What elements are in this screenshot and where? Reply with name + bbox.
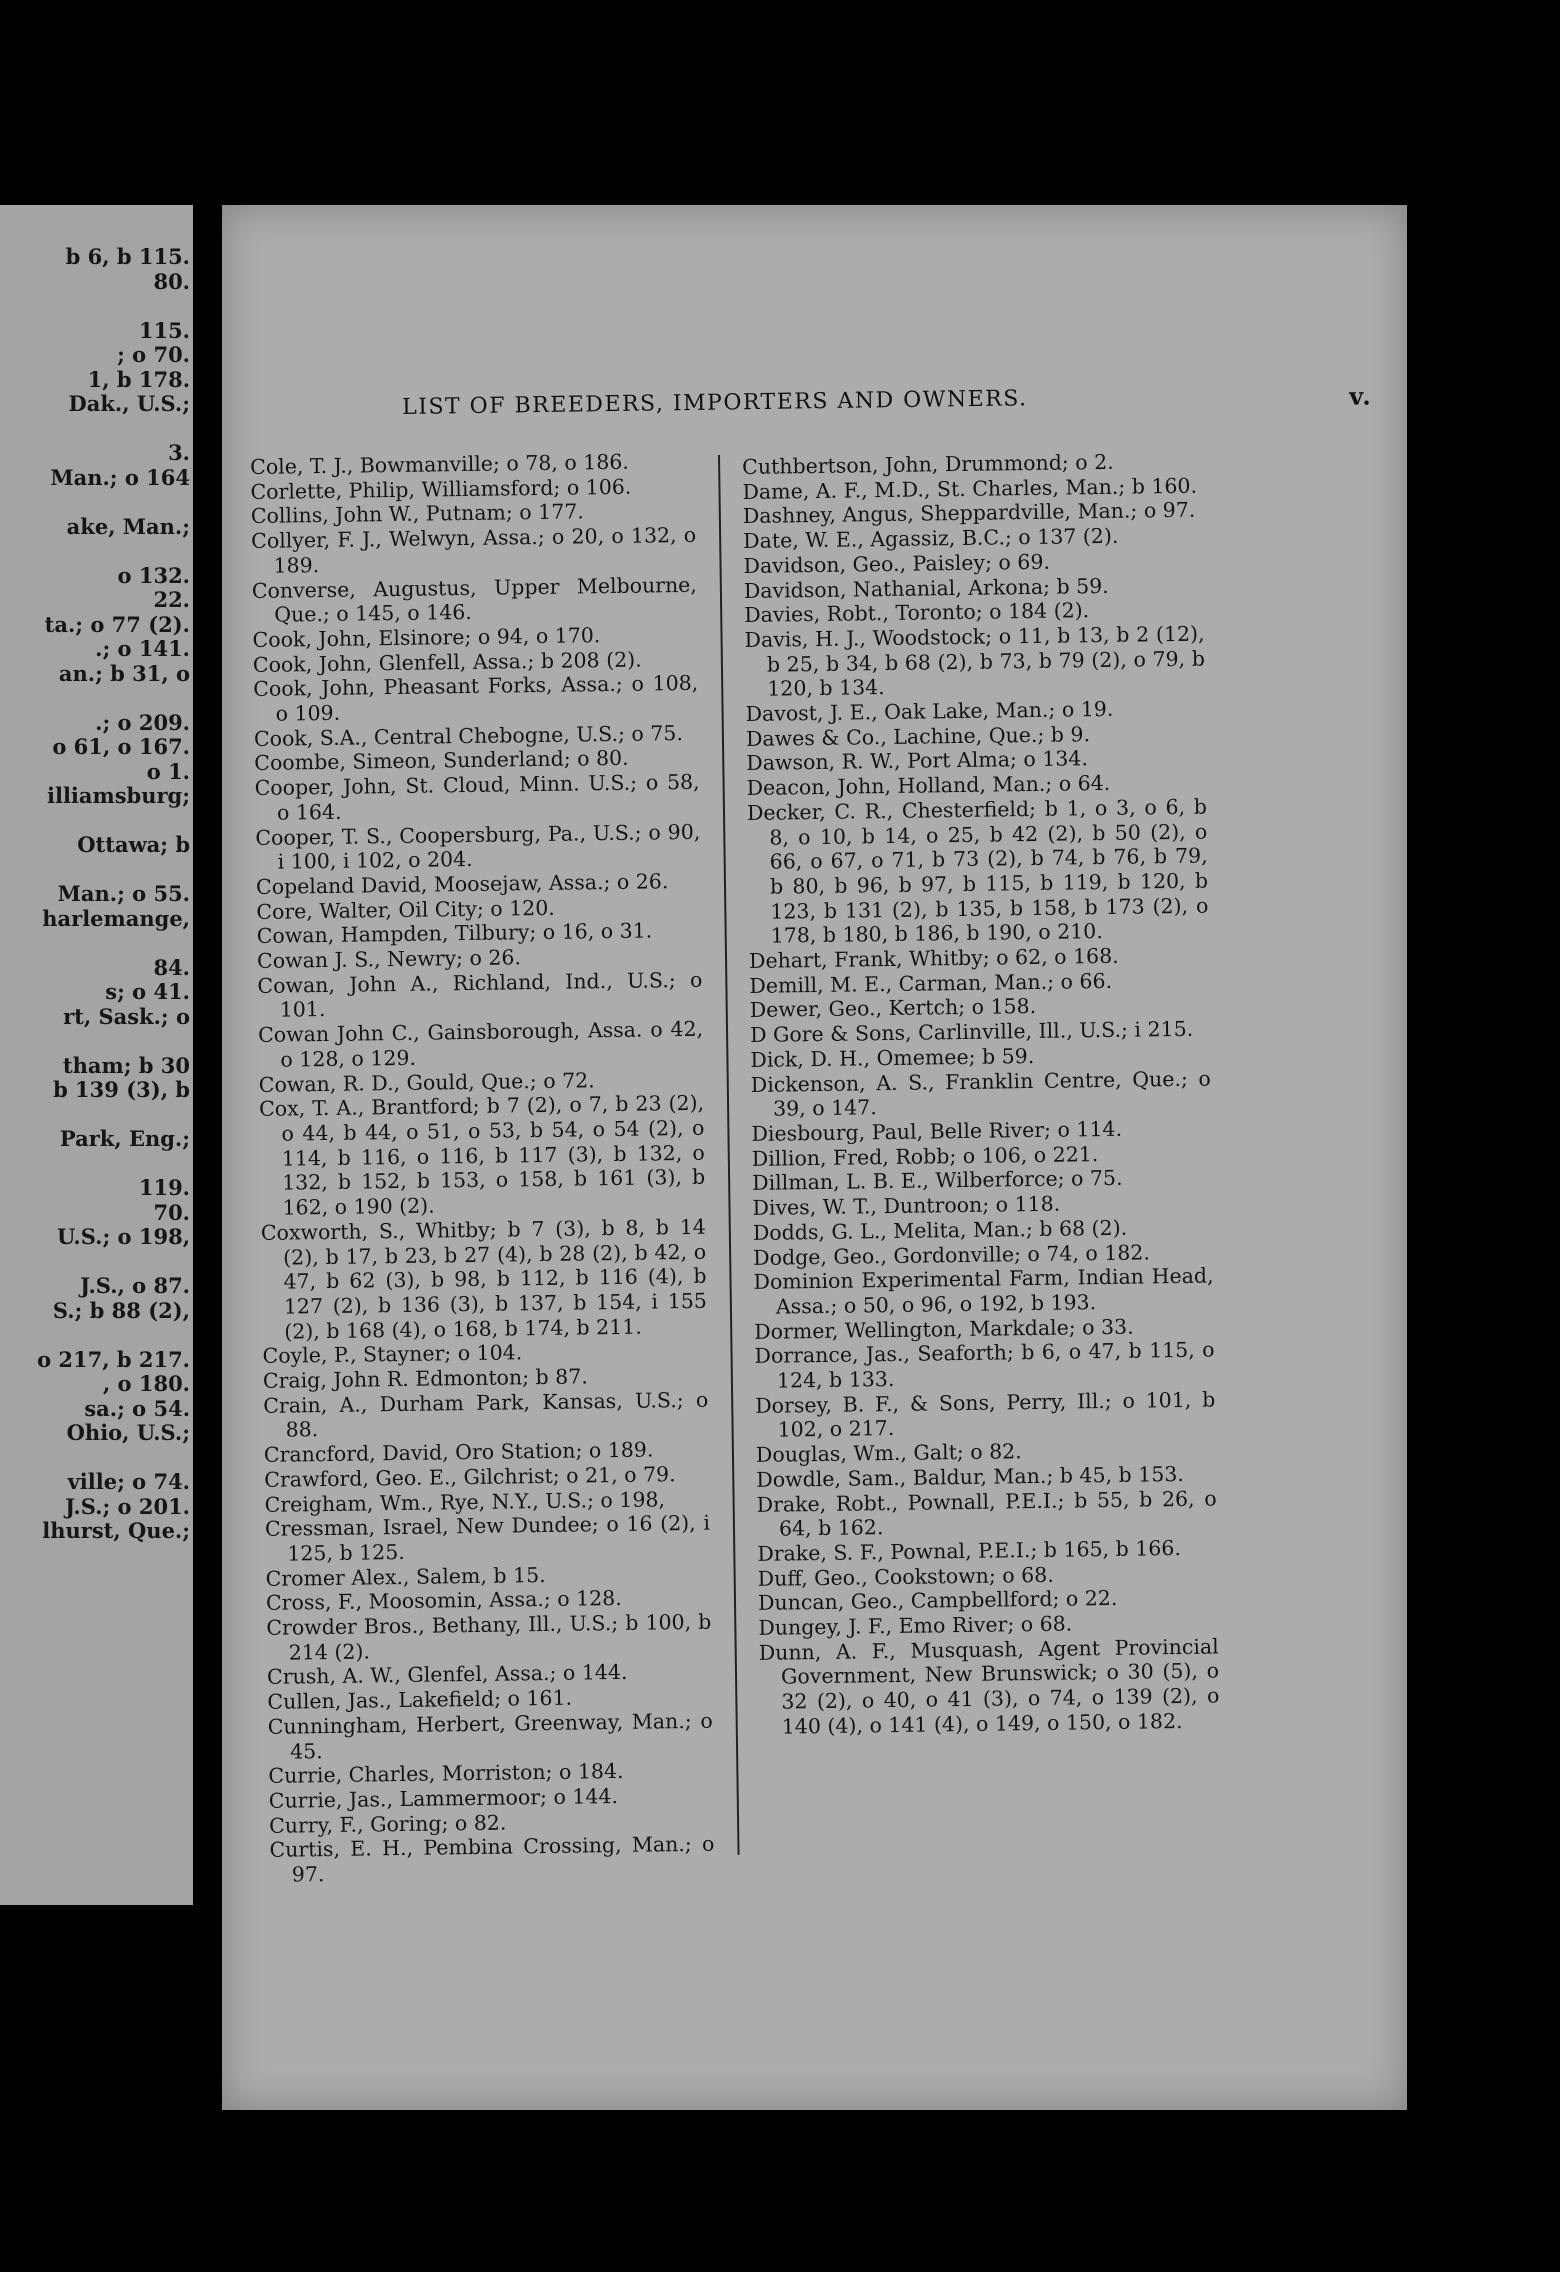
list-item: Currie, Charles, Morriston; o 184. [268,1759,624,1789]
left-page-text-fragment: Ohio, U.S.; [66,1420,190,1445]
list-item: Converse, Augustus, Upper Melbourne, Que.; o 145, o 146. [251,572,698,627]
left-page-text-fragment: lhurst, Que.; [42,1518,190,1543]
list-item: Dorsey, B. F., & Sons, Perry, Ill.; o 101, b 102, o 217. [755,1387,1216,1443]
left-page-text-fragment: rt, Sask.; o [63,1003,190,1029]
left-page-text-fragment: s; o 41. [105,979,190,1004]
left-page-text-fragment: tham; b 30 [62,1052,190,1078]
list-item: Drake, S. F., Pownal, P.E.I.; b 165, b 166. [757,1535,1182,1566]
list-item: Duff, Geo., Cookstown; o 68. [757,1562,1054,1591]
list-item: Dominion Experimental Farm, Indian Head, Assa.; o 50, o 96, o 192, b 193. [753,1263,1214,1319]
list-item: D Gore & Sons, Carlinville, Ill., U.S.; i 215. [749,1016,1194,1048]
list-item: Cowan J. S., Newry; o 26. [256,945,522,974]
list-item: Cressman, Israel, New Dundee; o 16 (2), i 125, b 125. [264,1510,711,1566]
list-item: Dickenson, A. S., Franklin Centre, Que.; o 39, o 147. [750,1066,1211,1121]
list-item: Currie, Jas., Lammermoor; o 144. [268,1783,619,1813]
list-item: Crawford, Geo. E., Gilchrist; o 21, o 79. [264,1461,676,1492]
left-page-text-fragment: 115. [138,317,190,343]
list-item: Craig, John R. Edmonton; b 87. [262,1364,588,1393]
left-page-text-fragment: o 61, o 167. [52,734,190,759]
list-item: Cook, John, Glenfell, Assa.; b 208 (2). [252,647,642,677]
left-page-text-fragment: 80. [153,268,190,294]
page-title: LIST OF BREEDERS, IMPORTERS AND OWNERS. [402,386,1028,420]
left-page-text-fragment: Man.; o 55. [57,881,190,906]
left-page-text-fragment: ake, Man.; [66,513,190,539]
left-page-text-fragment: J.S., o 87. [80,1273,190,1298]
list-item: Cowan, Hampden, Tilbury; o 16, o 31. [256,918,653,949]
left-page-text-fragment: 1, b 178. [87,366,190,392]
list-item: Davis, H. J., Woodstock; o 11, b 13, b 2 (12), b 25, b 34, b 68 (2), b 73, b 79 (2), o 79, b 120, b 134. [744,621,1206,701]
list-item: Deacon, John, Holland, Man.; o 64. [746,771,1111,801]
list-item: Dodds, G. L., Melita, Man.; b 68 (2). [752,1215,1128,1245]
list-item: Douglas, Wm., Galt; o 82. [755,1439,1022,1468]
left-page-text-fragment: b 139 (3), b [53,1077,190,1102]
left-page-text-fragment: Park, Eng.; [59,1126,190,1151]
left-page-text-fragment: illiamsburg; [46,783,190,808]
list-item: Collyer, F. J., Welwyn, Assa.; o 20, o 132, o 189. [251,522,697,578]
list-item: Coxworth, S., Whitby; b 7 (3), b 8, b 14 (2), b 17, b 23, b 27 (4), b 28 (2), b 42, o 47, b 62 (3), b 98, b 112, b 116 (4), b 127 (2), b 136 (3), b 137, b 154, i 155 (2), b 168 (4), o 168, b 174, b 211. [260,1214,708,1344]
left-page-text-fragment: ta.; o 77 (2). [44,611,190,637]
left-page-text-fragment: b 6, b 115. [65,244,190,269]
list-item: Copeland David, Moosejaw, Assa.; o 26. [255,869,669,899]
list-item: Cook, John, Pheasant Forks, Assa.; o 108, o 109. [253,671,699,726]
list-item: Cooper, T. S., Coopersburg, Pa., U.S.; o 90, i 100, i 102, o 204. [255,819,701,874]
left-page-text-fragment: Ottawa; b [77,832,190,857]
left-page-text-fragment: 119. [138,1175,190,1200]
list-item: Dodge, Geo., Gordonville; o 74, o 182. [753,1239,1151,1270]
list-item: Crain, A., Durham Park, Kansas, U.S.; o 88. [263,1387,709,1443]
list-item: Core, Walter, Oil City; o 120. [256,895,555,924]
list-item: Cowan, R. D., Gould, Que.; o 72. [258,1067,595,1097]
list-item: Drake, Robt., Pownall, P.E.I.; b 55, b 26, o 64, b 162. [756,1486,1217,1541]
list-item: Duncan, Geo., Campbellford; o 22. [757,1586,1118,1616]
list-item: Cross, F., Moosomin, Assa.; o 128. [265,1586,622,1616]
left-page-text-fragment: o 1. [146,758,190,784]
left-page-text-fragment: Man.; o 164 [50,464,190,490]
list-item: Coombe, Simeon, Sunderland; o 80. [254,746,629,776]
list-item: Creigham, Wm., Rye, N.Y., U.S.; o 198, [264,1486,666,1517]
left-page-text-fragment: , o 180. [102,1371,190,1396]
left-page-text-fragment: U.S.; o 198, [57,1224,190,1249]
list-item: Crowder Bros., Bethany, Ill., U.S.; b 100, b 214 (2). [266,1609,712,1665]
list-item: Cook, S.A., Central Chebogne, U.S.; o 75. [253,720,684,751]
list-item: Dashney, Angus, Sheppardville, Man.; o 97. [742,498,1196,529]
left-page-text-fragment: o 217, b 217. [37,1346,190,1372]
list-item: Dowdle, Sam., Baldur, Man.; b 45, b 153. [756,1461,1185,1492]
left-page-text-fragment: o 132. [117,562,190,588]
list-item: Dillion, Fred, Robb; o 106, o 221. [751,1141,1099,1171]
left-page-text-fragment: Dak., U.S.; [68,391,190,416]
list-item: Cooper, John, St. Cloud, Minn. U.S.; o 58, o 164. [254,769,700,825]
list-item: Dehart, Frank, Whitby; o 62, o 168. [748,943,1119,974]
list-item: Demill, M. E., Carman, Man.; o 66. [749,968,1113,998]
left-page-text-fragment: 22. [153,587,190,612]
list-item: Coyle, P., Stayner; o 104. [262,1340,523,1369]
list-item: Cromer Alex., Salem, b 15. [265,1562,546,1591]
left-page-fragment [0,205,193,1905]
list-item: Dewer, Geo., Kertch; o 158. [749,994,1037,1023]
list-item: Davost, J. E., Oak Lake, Man.; o 19. [745,696,1114,727]
left-page-text-fragment: S.; b 88 (2), [52,1297,190,1323]
list-item: Davies, Robt., Toronto; o 184 (2). [744,598,1090,628]
page [222,205,1407,2110]
left-page-text-fragment: ; o 70. [117,342,190,367]
list-item: Cox, T. A., Brantford; b 7 (2), o 7, b 23 (2), o 44, b 44, o 51, o 53, b 54, o 54 (2), o 114, b 116, o 116, b 117 (3), b 132, o 132, b 152, b 153, o 158, b 161 (3), b 162, o 190 (2). [258,1091,706,1220]
list-item: Dawson, R. W., Port Alma; o 134. [746,746,1089,776]
list-item: Collins, John W., Putnam; o 177. [250,499,584,529]
list-item: Cowan John C., Gainsborough, Assa. o 42, o 128, o 129. [257,1016,704,1072]
list-item: Dawes & Co., Lachine, Que.; b 9. [745,721,1091,751]
left-column [250,449,715,1888]
page-number: v. [1349,381,1373,411]
list-item: Dorrance, Jas., Seaforth; b 6, o 47, b 115, o 124, b 133. [754,1337,1215,1393]
list-item: Crancford, David, Oro Station; o 189. [263,1437,654,1468]
list-item: Dillman, L. B. E., Wilberforce; o 75. [752,1166,1123,1196]
right-column [742,449,1220,1740]
list-item: Curtis, E. H., Pembina Crossing, Man.; o 97. [269,1832,715,1887]
list-item: Cunningham, Herbert, Greenway, Man.; o 45. [267,1708,713,1764]
list-item: Cuthbertson, John, Drummond; o 2. [742,449,1114,479]
left-page-text-fragment: harlemange, [42,905,190,931]
left-page-text-fragment: an.; b 31, o [58,660,190,686]
column-divider [718,455,740,1855]
left-page-text-fragment: 84. [153,954,190,980]
list-item: Curry, F., Goring; o 82. [268,1810,507,1838]
list-item: Davidson, Geo., Paisley; o 69. [743,549,1051,578]
left-page-text-fragment: sa.; o 54. [84,1395,190,1421]
list-item: Diesbourg, Paul, Belle River; o 114. [751,1116,1123,1146]
list-item: Dame, A. F., M.D., St. Charles, Man.; b 160. [742,473,1198,504]
list-item: Dives, W. T., Duntroon; o 118. [752,1191,1061,1221]
list-item: Cook, John, Elsinore; o 94, o 170. [252,623,601,652]
list-item: Dunn, A. F., Musquash, Agent Provincial Government, New Brunswick; o 30 (5), o 32 (2), o 40, o 41 (3), o 74, o 139 (2), o 140 (4), o 141 (4), o 149, o 150, o 182. [758,1634,1220,1739]
list-item: Dick, D. H., Omemee; b 59. [750,1043,1035,1072]
page-header [402,381,1372,427]
left-page-text-fragment: ville; o 74. [67,1469,190,1494]
list-item: Corlette, Philip, Williamsford; o 106. [250,474,632,504]
list-item: Dormer, Wellington, Markdale; o 33. [754,1314,1134,1344]
list-item: Decker, C. R., Chesterfield; b 1, o 3, o 6, b 8, o 10, b 14, o 25, b 42 (2), b 50 (2), o 66, o 67, o 71, b 73 (2), b 74, b 76, b 79, b 80, b 96, b 97, b 115, b 119, b 120, b 123, b 131 (2), b 135, b 158, b 173 (2), o 178, b 180, b 186, b 190, o 210. [746,794,1209,949]
list-item: Crush, A. W., Glenfel, Assa.; o 144. [266,1660,628,1690]
list-item: Cole, T. J., Bowmanville; o 78, o 186. [250,449,630,479]
left-page-text-fragment: J.S.; o 201. [65,1493,190,1519]
list-item: Dungey, J. F., Emo River; o 68. [758,1611,1073,1640]
list-item: Davidson, Nathanial, Arkona; b 59. [743,573,1109,603]
left-page-text-fragment: .; o 141. [95,636,190,661]
left-page-text-fragment: 3. [168,440,190,465]
list-item: Cowan, John A., Richland, Ind., U.S.; o 101. [257,967,703,1023]
list-item: Cullen, Jas., Lakefield; o 161. [267,1685,573,1715]
left-page-text-fragment: .; o 209. [95,709,190,735]
left-page-text-fragment: 70. [153,1199,190,1225]
list-item: Date, W. E., Agassiz, B.C.; o 137 (2). [743,523,1119,554]
